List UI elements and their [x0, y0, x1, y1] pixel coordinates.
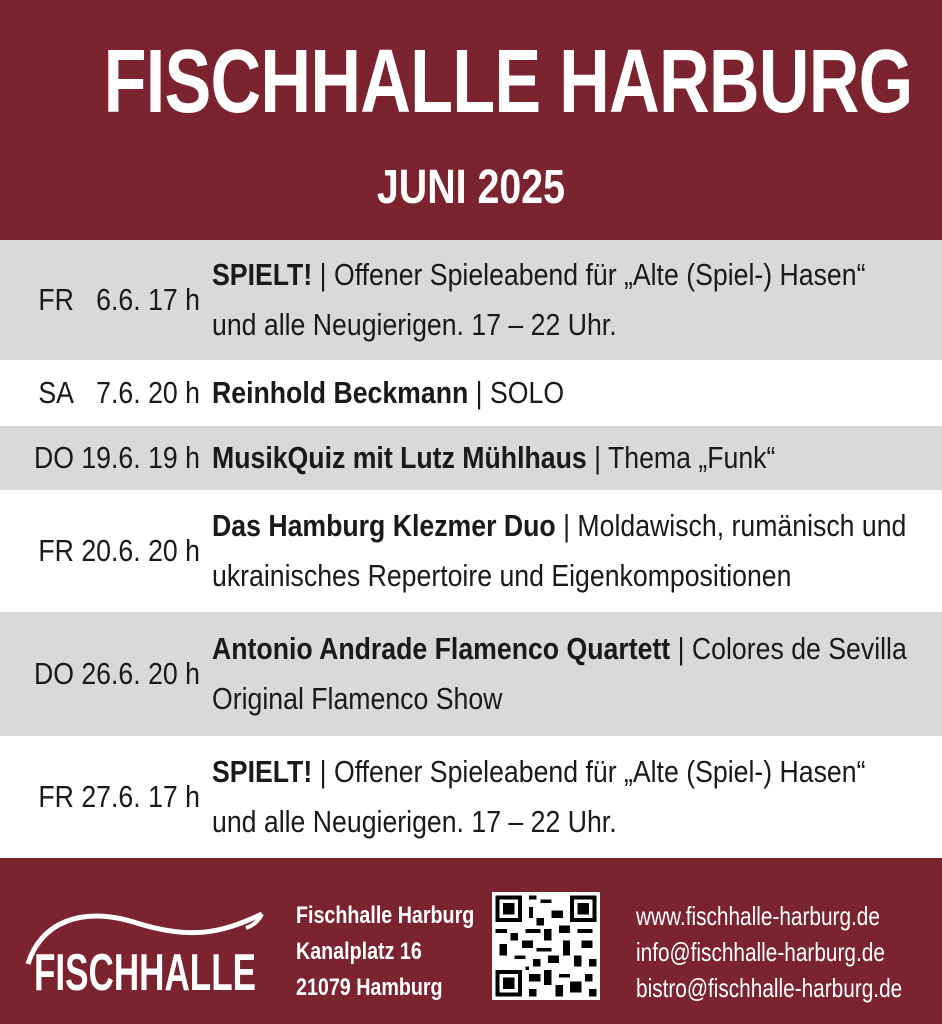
event-info-line2: Original Flamenco Show — [212, 681, 503, 716]
venue-name: Fischhalle Harburg — [296, 902, 475, 929]
street: Kanalplatz 16 — [296, 938, 422, 965]
separator: | — [555, 508, 578, 543]
event-weekday: DO — [33, 656, 74, 691]
event-time: 20 h — [148, 533, 200, 568]
footer — [0, 858, 942, 1024]
event-description — [212, 747, 865, 847]
contact-block — [636, 898, 902, 1006]
event-info-line2: und alle Neugierigen. 17 – 22 Uhr. — [212, 307, 617, 342]
event-day: 20.6. — [81, 533, 141, 568]
event-time: 20 h — [148, 375, 200, 410]
event-description — [212, 624, 907, 724]
event-info-line1: Colores de Sevilla — [691, 631, 907, 666]
event-row — [0, 240, 942, 360]
logo-text: FISCHHALLE — [34, 944, 256, 1002]
event-date — [30, 440, 212, 476]
event-day: 19.6. — [81, 440, 141, 475]
event-row — [0, 736, 942, 858]
event-time: 20 h — [148, 656, 200, 691]
month-subtitle: JUNI 2025 — [376, 161, 566, 214]
event-date — [30, 656, 212, 692]
event-weekday: DO — [33, 440, 74, 475]
event-day: 7.6. — [96, 375, 141, 410]
event-time: 17 h — [148, 779, 200, 814]
event-description — [212, 368, 840, 418]
event-row — [0, 360, 942, 426]
event-info-line2: ukrainisches Repertoire und Eigenkompositionen — [212, 558, 792, 593]
event-weekday: FR — [38, 282, 74, 317]
info-email-link[interactable]: info@fischhalle-harburg.de — [636, 937, 885, 967]
event-title: Reinhold Beckmann — [212, 375, 469, 410]
event-description — [212, 501, 906, 601]
event-day: 27.6. — [81, 779, 141, 814]
event-weekday: SA — [38, 375, 74, 410]
separator: | — [670, 631, 692, 666]
separator: | — [312, 754, 334, 789]
event-description — [212, 433, 840, 483]
fischhalle-logo — [20, 894, 270, 1004]
event-list — [0, 240, 942, 858]
event-weekday: FR — [38, 533, 74, 568]
event-info-line1: Thema „Funk“ — [607, 440, 776, 475]
event-date — [30, 779, 212, 815]
page-title: FISCHHALLE HARBURG — [103, 32, 913, 132]
event-day: 26.6. — [81, 656, 141, 691]
event-description — [212, 250, 865, 350]
event-row — [0, 490, 942, 612]
website-link[interactable]: www.fischhalle-harburg.de — [636, 901, 880, 931]
event-weekday: FR — [38, 779, 74, 814]
event-date — [30, 375, 212, 411]
event-row — [0, 612, 942, 736]
event-info-line1: Offener Spieleabend für „Alte (Spiel-) Hasen“ — [333, 754, 866, 789]
event-title: MusikQuiz mit Lutz Mühlhaus — [212, 440, 587, 475]
event-info-line1: SOLO — [490, 375, 565, 410]
separator: | — [312, 257, 334, 292]
qr-code-icon[interactable] — [492, 892, 600, 1000]
event-title: SPIELT! — [212, 257, 313, 292]
event-title: Antonio Andrade Flamenco Quartett — [212, 631, 671, 666]
event-title: SPIELT! — [212, 754, 313, 789]
event-title: Das Hamburg Klezmer Duo — [212, 508, 556, 543]
postal-city: 21079 Hamburg — [296, 974, 443, 1001]
separator: | — [586, 440, 608, 475]
bistro-email-link[interactable]: bistro@fischhalle-harburg.de — [636, 973, 903, 1003]
separator: | — [468, 375, 491, 410]
event-date — [30, 282, 212, 318]
event-info-line1: Offener Spieleabend für „Alte (Spiel-) Hasen“ — [333, 257, 866, 292]
address-block — [296, 898, 474, 1006]
event-info-line1: Moldawisch, rumänisch und — [577, 508, 907, 543]
event-info-line2: und alle Neugierigen. 17 – 22 Uhr. — [212, 804, 617, 839]
event-row — [0, 426, 942, 490]
event-time: 17 h — [148, 282, 200, 317]
event-time: 19 h — [148, 440, 200, 475]
event-date — [30, 533, 212, 569]
event-day: 6.6. — [96, 282, 141, 317]
